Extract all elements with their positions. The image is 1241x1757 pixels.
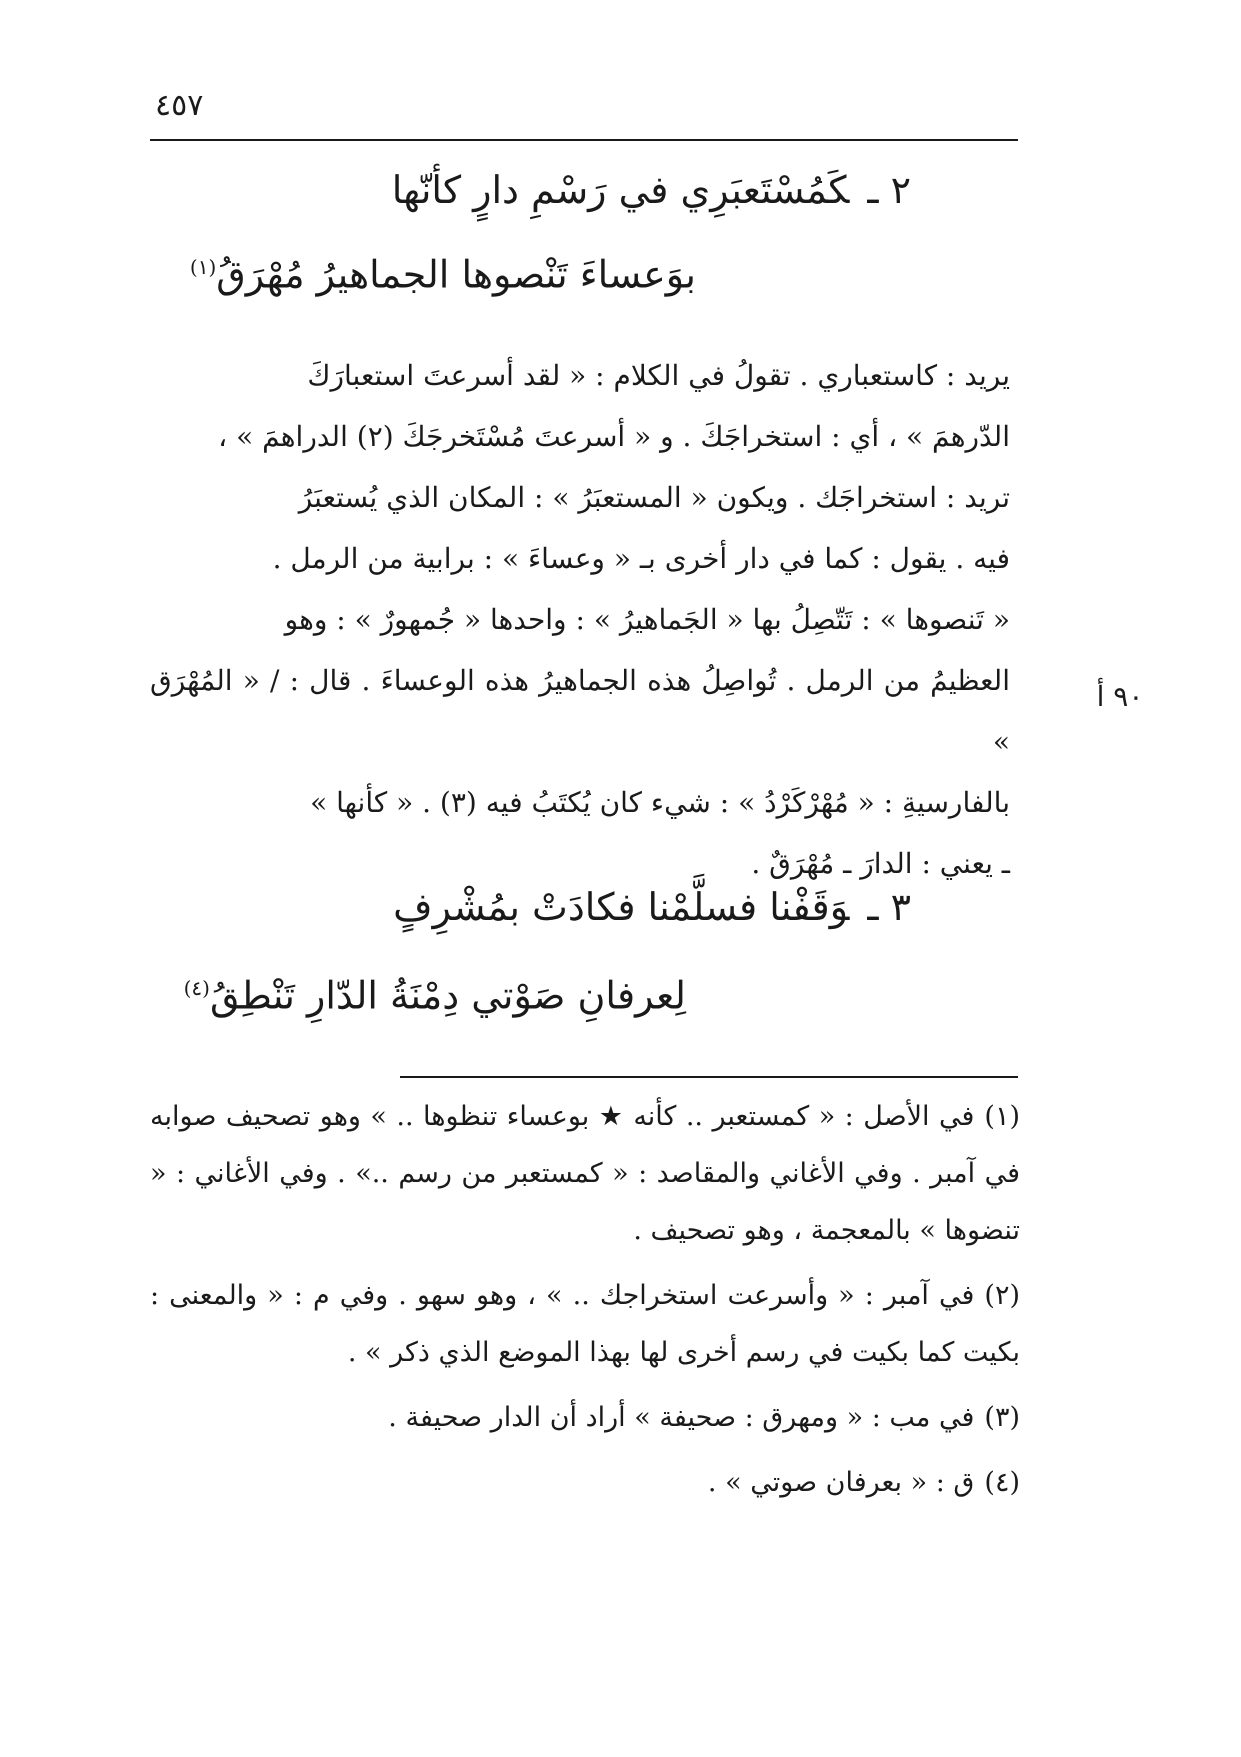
verse-3-footnote-ref: (٤) <box>183 976 210 1000</box>
footnote-number: (٤) <box>984 1467 1020 1498</box>
verse-2-footnote-ref: (١) <box>189 255 217 279</box>
margin-folio-reference: ٩٠ أ <box>1096 680 1144 713</box>
commentary-line: يريد : كاستعباري . تقولُ في الكلام : « لقد أسرعتَ استعبارَكَ <box>307 359 1010 392</box>
footnote <box>150 1454 1020 1511</box>
verse-3-first-hemistich <box>393 877 911 937</box>
commentary-line: الدّرهمَ » ، أي : استخراجَكَ . و « أسرعتَ مُسْتَخرجَكَ (٢) الدراهمَ » ، <box>218 420 1010 453</box>
footnote <box>150 1088 1020 1259</box>
verse-3-second-text: لِعرفانِ صَوْتي دِمْنَةُ الدّارِ تَنْطِقُ <box>209 973 686 1018</box>
verse-2-first-text: كَمُسْتَعبَرِي في رَسْمِ دارٍ كأنّها <box>391 168 850 212</box>
footnote-separator <box>400 1076 1018 1078</box>
footnote-number: (٣) <box>984 1402 1020 1433</box>
commentary-line: تريد : استخراجَك . ويكون « المستعبَرُ » : المكان الذي يُستعبَرُ <box>298 481 1010 514</box>
verse-3-number: ٣ ـ <box>867 885 911 929</box>
verse-3-first-text: وَقَفْنا فسلَّمْنا فكادَتْ بمُشْرِفٍ <box>393 885 850 929</box>
verse-2-second-hemistich <box>190 237 696 305</box>
verse-3-second-hemistich <box>184 958 686 1026</box>
footnote-text: ق : « بعرفان صوتي » . <box>707 1467 975 1498</box>
verse-2-second-text: بوَعساءَ تَنْصوها الجماهيرُ مُهْرَقُ <box>216 252 696 297</box>
footnote-text: في الأصل : « كمستعبر .. كأنه ★ بوعساء تنظوها .. » وهو تصحيف صوابه في آمبر . وفي الأغاني والمقاصد : « كمستعبر من رسم ..» . وفي الأغاني : « تنضوها » بالمعجمة ، وهو تصحيف . <box>150 1101 1020 1246</box>
commentary-line: بالفارسيةِ : « مُهْرْكَرْدُ » : شيء كان يُكتَبُ فيه (٣) . « كأنها » <box>310 786 1010 819</box>
footnotes <box>150 1088 1020 1519</box>
commentary-block <box>150 345 1010 894</box>
header-rule <box>150 139 1018 141</box>
footnote-number: (٢) <box>984 1280 1020 1311</box>
footnote <box>150 1389 1020 1446</box>
commentary-line: فيه . يقول : كما في دار أخرى بـ « وعساءَ » : برابية من الرمل . <box>272 542 1010 575</box>
verse-2-first-hemistich <box>392 160 911 220</box>
commentary-line: « تَنصوها » : تَتّصِلُ بها « الجَماهيرُ » : واحدها « جُمهورٌ » : وهو <box>284 603 1010 636</box>
verse-2-number: ٢ ـ <box>867 168 911 212</box>
commentary-line: العظيمُ من الرمل . تُواصِلُ هذه الجماهيرُ هذه الوعساءَ . قال : / « المُهْرَق » <box>150 664 1010 758</box>
page-number: ٤٥٧ <box>155 88 204 123</box>
footnote-number: (١) <box>984 1101 1020 1132</box>
commentary-line: ـ يعني : الدارَ ـ مُهْرَقٌ . <box>751 847 1010 880</box>
footnote <box>150 1267 1020 1381</box>
footnote-text: في آمبر : « وأسرعت استخراجك .. » ، وهو سهو . وفي م : « والمعنى : بكيت كما بكيت في رسم أخرى لها بهذا الموضع الذي ذكر » . <box>150 1280 1020 1368</box>
footnote-text: في مب : « ومهرق : صحيفة » أراد أن الدار صحيفة . <box>388 1402 975 1433</box>
